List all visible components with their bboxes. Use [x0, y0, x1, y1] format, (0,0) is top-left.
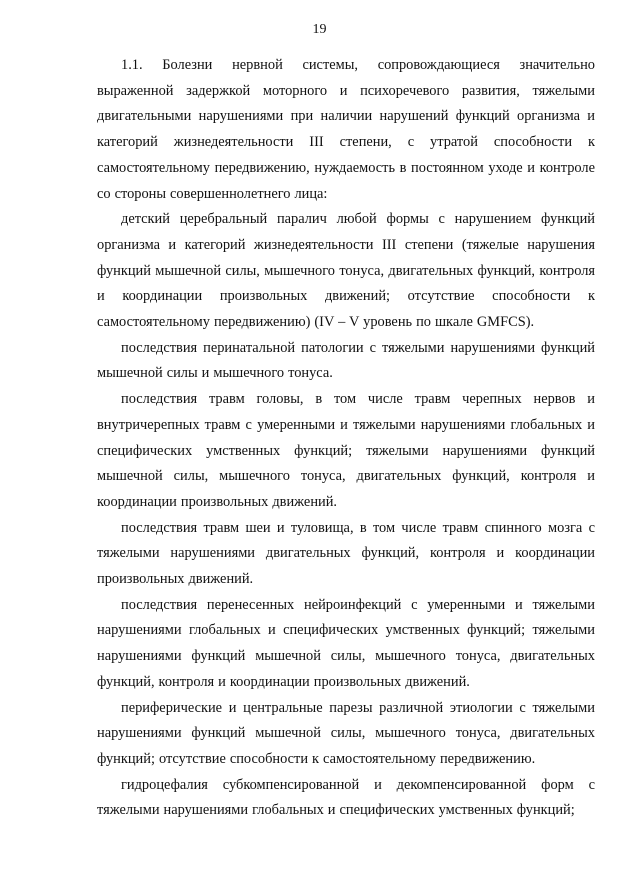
paragraph-neck-trunk-trauma: последствия травм шеи и туловища, в том числе травм спинного мозга с тяжелыми нарушениями двигательных функций, контроля и координации произвольных движений. [97, 519, 595, 588]
paragraph-cerebral-palsy: детский церебральный паралич любой формы с нарушением функций организма и категорий жизнедеятельности III степени (тяжелые нарушения функций мышечной силы, мышечного тонуса, двигательных функций, контроля и координации произвольных движений; отсутствие способности к самостоятельному передвижению) (IV – V уровень по шкале GMFCS). [97, 211, 595, 331]
paragraph-hydrocephalus: гидроцефалия субкомпенсированной и декомпенсированной форм с тяжелыми нарушениями глобальных и специфических умственных функций; [97, 776, 595, 819]
page-number: 19 [312, 22, 327, 37]
paragraph-perinatal-pathology: последствия перинатальной патологии с тяжелыми нарушениями функций мышечной силы и мышечного тонуса. [97, 339, 595, 382]
paragraph-intro: 1.1. Болезни нервной системы, сопровождающиеся значительно выраженной задержкой моторного и психоречевого развития, тяжелыми двигательными нарушениями при наличии нарушений функций организма и категорий жизнедеятельности III степени, с утратой способности к самостоятельному передвижению, нуждаемость в постоянном уходе и контроле со стороны совершеннолетнего лица: [97, 57, 595, 202]
document-body [97, 53, 595, 824]
paragraph-head-trauma: последствия травм головы, в том числе травм черепных нервов и внутричерепных травм с умеренными и тяжелыми нарушениями глобальных и специфических умственных функций; тяжелыми нарушениями функций мышечной силы, мышечного тонуса, двигательных функций, контроля и координации произвольных движений. [97, 391, 595, 510]
paragraph-neuroinfections: последствия перенесенных нейроинфекций с умеренными и тяжелыми нарушениями глобальных и специфических умственных функций; тяжелыми нарушениями функций мышечной силы, мышечного тонуса, двигательных функций, контроля и координации произвольных движений. [97, 596, 595, 690]
paragraph-paresis: периферические и центральные парезы различной этиологии с тяжелыми нарушениями функций мышечной силы, мышечного тонуса, двигательных функций; отсутствие способности к самостоятельному передвижению. [97, 699, 595, 767]
